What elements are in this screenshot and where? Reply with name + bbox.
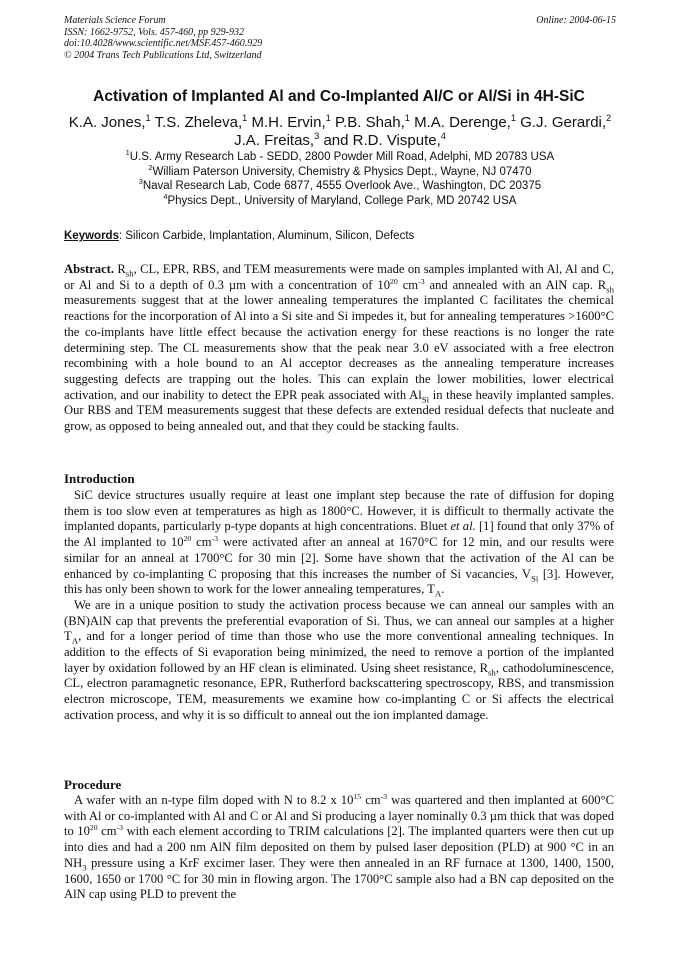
author-list [64,114,616,150]
issn-line: ISSN: 1662-9752, Vols. 457-460, pp 929-932 [64,26,244,38]
author: M.A. Derenge,$^1$ [414,113,517,131]
author: K.A. Jones,$^1$ [68,113,151,131]
doi-line: doi:10.4028/www.scientific.net/MSF.457-460.929 [64,38,263,49]
author: J.A. Freitas,$^3$ [234,131,320,149]
introduction-body [64,488,614,724]
paper-title: Activation of Implanted Al and Co-Implanted Al/C or Al/Si in 4H-SiC [93,88,585,105]
affiliation: $^4$Physics Dept., University of Maryland, College Park, MD 20742 USA [163,192,517,207]
procedure-body [64,793,614,903]
keywords: Keywords: Silicon Carbide, Implantation, Aluminum, Silicon, Defects [64,230,415,242]
author: G.J. Gerardi,$^2$ [520,113,612,131]
abstract-label: Abstract. [64,262,115,276]
keywords-text: Silicon Carbide, Implantation, Aluminum, Silicon, Defects [122,230,415,242]
online-date: Online: 2004-06-15 [536,15,616,26]
paragraph: We are in a unique position to study the activation process because we can anneal our samples with an (BN)AlN cap that prevents the preferential evaporation of Si. Thus, we can anneal our samples at a higher $T_A$, and for a longer period of time than those who use the more conventional annealing techniques. In addition to the effects of Si evaporation being minimized, the need to remove a portion of the implanted layer by oxidation followed by an HF clean is eliminated. Using sheet resistance, $R_{sh}$, cathodoluminescence, CL, electron paramagnetic resonance, EPR, Rutherford backscattering spectroscopy, RBS, and transmission electron microscope, TEM, measurements we examine how co-implanting C or Si affects the electrical activation process, and why it is so difficult to anneal out the ion implanted damage. [64,597,614,722]
affiliation: $^3$Naval Research Lab, Code 6877, 4555 Overlook Ave., Washington, DC 20375 [138,178,542,193]
paragraph: SiC device structures usually require at least one implant step because the rate of diffusion for doping them is too slow even at temperatures as high as 1800°C. However, it is difficult to thermally activate the implanted dopants, particularly p-type dopants at high concentrations. Bluet et al. [1] found that only 37% of the Al implanted to $10^{20}$ $cm^{-3}$ were activated after an anneal at 1670°C for 12 min, and our results were similar for an anneal at 1700°C for 30 min [2]. Some have shown that the activation of the Al can be enhanced by co-implanting C proposing that this increases the number of Si vacancies, $V_{Si}$ [3]. However, this has only been shown to work for the lower annealing temperatures, $T_A$. [64,488,615,599]
procedure-heading: Procedure [64,777,122,792]
journal-header [64,15,616,61]
journal-name: Materials Science Forum [64,15,166,26]
author: and R.D. Vispute,$^4$ [323,131,446,149]
copyright-line: © 2004 Trans Tech Publications Ltd, Switzerland [64,49,262,61]
keywords-label: Keywords [64,230,119,242]
affiliation: $^1$U.S. Army Research Lab - SEDD, 2800 Powder Mill Road, Adelphi, MD 20783 USA [125,149,555,163]
author: P.B. Shah,$^1$ [335,113,410,131]
affiliation: $^2$William Paterson University, Chemistry & Physics Dept., Wayne, NJ 07470 [148,163,532,178]
author: M.H. Ervin,$^1$ [251,113,331,131]
paragraph: A wafer with an n-type film doped with N to 8.2 x $10^{15}$ $cm^{-3}$ was quartered and then implanted at 600°C with Al or co-implanted with Al and C or Al and Si producing a layer nominally 0.3 µm thick that was doped to $10^{20}$ $cm^{-3}$ with each element according to TRIM calculations [2]. The implanted quarters were then cut up into dies and had a 200 nm AlN film deposited on them by pulsed laser deposition (PLD) at 900 °C in an $NH_3$ pressure using a KrF excimer laser. They were then annealed in an RF furnace at 1300, 1400, 1500, 1600, 1650 or 1700 °C for 30 min in flowing argon. The 1700°C sample also had a BN cap deposited on the AlN cap using PLD to prevent the [64,791,614,902]
author: T.S. Zheleva,$^1$ [154,113,248,131]
affiliation-list [64,150,616,208]
introduction-heading: Introduction [64,471,135,486]
abstract: Abstract. $R_{sh}$, CL, EPR, RBS, and TEM measurements were made on samples implanted with Al, Al and C, or Al and Si to a depth of 0.3 µm with a concentration of $10^{20}$ $cm^{-3}$ and annealed with an AlN cap. $R_{sh}$ measurements suggest that at the lower annealing temperatures the implanted C facilitates the chemical reactions for the incorporation of Al into a Si site and Si impedes it, but for annealing temperatures >1600°C the co-implants have little effect because the activation energy for these reactions is no longer the rate determining step. The CL measurements show that the peak near 3.0 eV associated with a free electron recombining with a hole bound to an Al acceptor decreases as the annealing temperature increases suggesting defects are trapping out the holes. This can explain the lower mobilities, lower electrical activation, and our inability to detect the EPR peak associated with $Al_{Si}$ in these heavily implanted samples. Our RBS and TEM measurements suggest that these defects are extended residual defects that nucleate and grow, as opposed to being annealed out, and that they could be stacking faults. [64,262,614,434]
